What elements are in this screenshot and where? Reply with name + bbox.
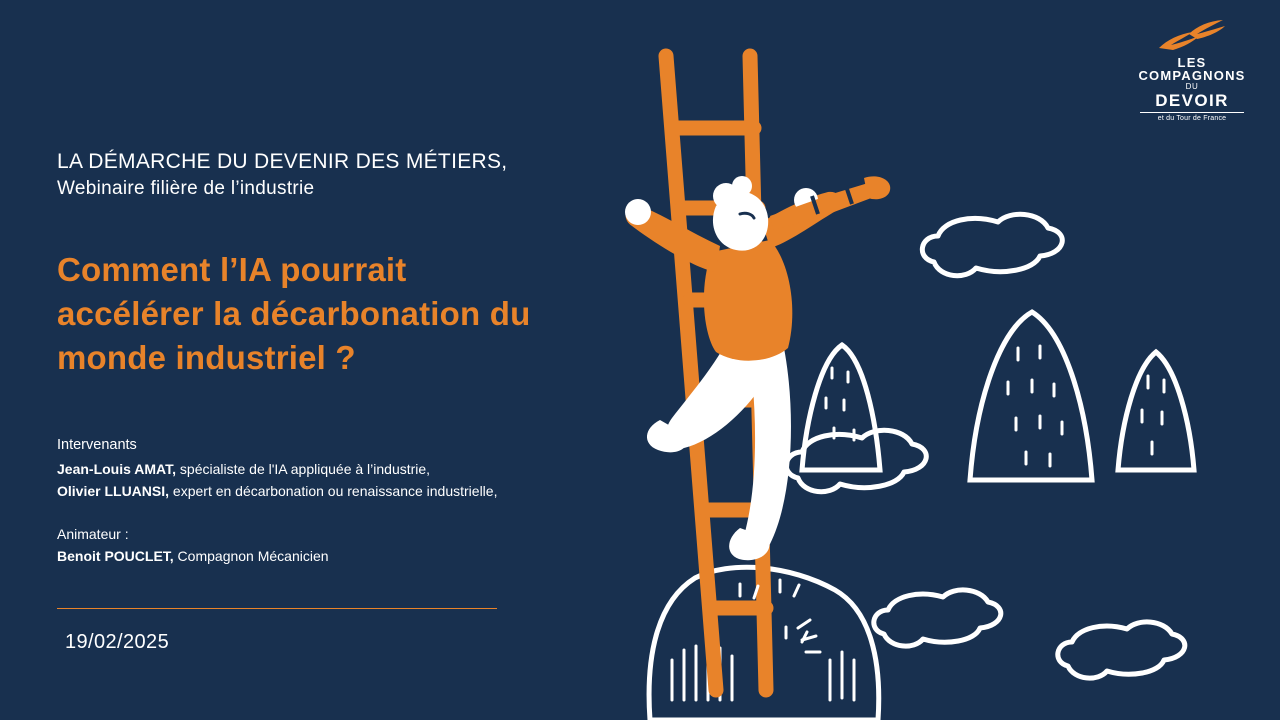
sparkle-marks xyxy=(740,584,820,652)
speaker-name: Olivier LLUANSI, xyxy=(57,482,170,499)
speaker-name: Jean-Louis AMAT, xyxy=(57,461,177,478)
speakers-label: Intervenants xyxy=(57,436,137,453)
headline-line-3: monde industriel ? xyxy=(57,338,356,376)
logo-line-2: DU xyxy=(1185,82,1199,91)
logo-line-3: DEVOIR xyxy=(1155,91,1229,110)
person-figure xyxy=(625,176,890,560)
logo-line-1: LES COMPAGNONS xyxy=(1138,55,1246,83)
host-role: Compagnon Mécanicien xyxy=(173,548,329,565)
title-block xyxy=(57,148,647,654)
speaker-role: spécialiste de l'IA appliquée à l’industrie, xyxy=(176,461,431,478)
host-label: Animateur : xyxy=(57,526,129,543)
host-name: Benoit POUCLET, xyxy=(57,548,174,565)
speaker-item xyxy=(57,481,647,503)
speakers-block xyxy=(57,434,647,503)
mountain-shapes xyxy=(802,312,1194,480)
speaker-role: expert en décarbonation ou renaissance industrielle, xyxy=(169,482,498,499)
kicker-line-2: Webinaire filière de l’industrie xyxy=(57,178,315,200)
host-block xyxy=(57,524,647,567)
headline-line-1: Comment l’IA pourrait xyxy=(57,250,407,288)
page-title xyxy=(57,248,647,380)
divider xyxy=(57,608,497,610)
person-on-ladder-with-telescope-illustration xyxy=(620,0,1280,720)
speaker-item xyxy=(57,459,647,481)
kicker-line-1: LA DÉMARCHE DU DEVENIR DES MÉTIERS, xyxy=(57,150,508,173)
logo-line-4: et du Tour de France xyxy=(1157,115,1227,122)
cloud-shapes xyxy=(786,214,1184,678)
host-item xyxy=(57,546,647,568)
headline-line-2: accélérer la décarbonation du xyxy=(57,294,531,332)
slide-date: 19/02/2025 xyxy=(65,631,170,654)
kicker xyxy=(57,148,647,202)
